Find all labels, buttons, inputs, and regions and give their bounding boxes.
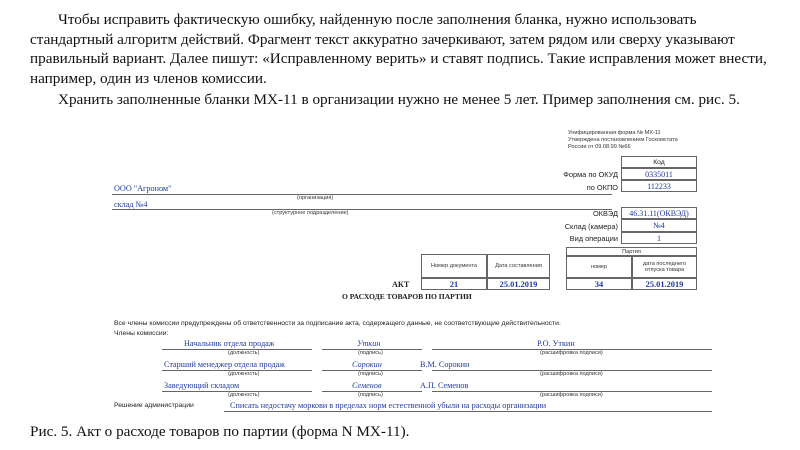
act-number: 21 bbox=[421, 278, 487, 290]
organization-underline bbox=[112, 194, 612, 195]
member-position: Старший менеджер отдела продаж bbox=[164, 360, 285, 369]
caption-signature: (подпись) bbox=[358, 392, 383, 398]
caption-name: (расшифровка подписи) bbox=[540, 350, 603, 356]
department-underline bbox=[112, 209, 612, 210]
decision-value: Списать недостачу моркови в пределах норм естественной убыли на расходы организации bbox=[230, 401, 547, 410]
caption-name: (расшифровка подписи) bbox=[540, 371, 603, 377]
member-name: Р.О. Уткин bbox=[537, 339, 575, 348]
organization-value: ООО "Агроном" bbox=[114, 184, 172, 193]
party-date-header: дата последнего отпуска товара bbox=[632, 256, 697, 278]
decision-label: Решение администрации bbox=[114, 402, 194, 409]
form-header-line-3: России от 09.08.99 №66 bbox=[568, 144, 631, 150]
okpo-value: 112233 bbox=[621, 180, 697, 192]
member-signature: Уткин bbox=[357, 339, 381, 348]
okved-value: 46.31.11(ОКВЭД) bbox=[621, 207, 697, 219]
member-name: В.М. Сорокин bbox=[420, 360, 470, 369]
department-value: склад №4 bbox=[114, 200, 148, 209]
decision-underline bbox=[224, 411, 712, 412]
department-caption: (структурное подразделение) bbox=[272, 210, 349, 216]
article-paragraph-1 bbox=[30, 10, 772, 88]
warning-text: Все члены комиссии предупреждены об ответственности за подписание акта, содержащего данные, не соответствующие действительности. bbox=[114, 320, 561, 327]
members-label: Члены комиссии: bbox=[114, 330, 169, 337]
doc-number-header: Номер документа bbox=[421, 254, 487, 278]
caption-signature: (подпись) bbox=[358, 371, 383, 377]
act-date: 25.01.2019 bbox=[487, 278, 550, 290]
member-name: А.П. Семенов bbox=[420, 381, 469, 390]
party-date: 25.01.2019 bbox=[632, 278, 697, 290]
operation-value: 1 bbox=[621, 232, 697, 244]
article-paragraph-2-text: Хранить заполненные бланки МХ-11 в организации нужно не менее 5 лет. Пример заполнения см. рис. 5. bbox=[58, 91, 740, 108]
operation-label: Вид операции bbox=[569, 234, 618, 243]
form-mx11-image bbox=[112, 128, 717, 414]
article-paragraph-2 bbox=[30, 90, 772, 110]
member-position: Заведующий складом bbox=[164, 381, 240, 390]
organization-caption: (организация) bbox=[297, 195, 334, 201]
caption-position: (должность) bbox=[228, 350, 260, 356]
member-signature: Семенов bbox=[352, 381, 382, 390]
warehouse-value: №4 bbox=[621, 219, 697, 232]
doc-date-header: Дата составления bbox=[487, 254, 550, 278]
caption-name: (расшифровка подписи) bbox=[540, 392, 603, 398]
form-header-line-2: Утверждена постановлением Госкомстата bbox=[568, 137, 678, 143]
party-number-header: номер bbox=[566, 256, 632, 278]
article-paragraph-1-text: Чтобы исправить фактическую ошибку, найденную после заполнения бланка, нужно использовать стандартный алгоритм действий. Фрагмент текст аккуратно зачеркивают, затем рядом или сверху указывают правильный вариант. Далее пишут: «Исправленному верить» и ставят подпись. Такие исправления может внести, например, один из членов комиссии. bbox=[30, 11, 767, 87]
caption-position: (должность) bbox=[228, 371, 260, 377]
act-label: АКТ bbox=[392, 280, 410, 289]
party-number: 34 bbox=[566, 278, 632, 290]
form-header-line-1: Унифицированная форма № МХ-11 bbox=[568, 130, 661, 136]
okud-label: Форма по ОКУД bbox=[563, 170, 618, 179]
act-title: О РАСХОДЕ ТОВАРОВ ПО ПАРТИИ bbox=[342, 292, 472, 301]
codes-header-cell: Код bbox=[621, 156, 697, 168]
okud-value: 0335011 bbox=[621, 168, 697, 180]
party-header: Партия bbox=[566, 247, 697, 256]
figure-caption: Рис. 5. Акт о расходе товаров по партии (форма N МХ-11). bbox=[30, 423, 410, 440]
member-position: Начальник отдела продаж bbox=[184, 339, 275, 348]
caption-position: (должность) bbox=[228, 392, 260, 398]
okved-label: ОКВЭД bbox=[592, 209, 618, 218]
warehouse-label: Склад (камера) bbox=[564, 222, 618, 231]
member-signature: Сорокин bbox=[352, 360, 382, 369]
caption-signature: (подпись) bbox=[358, 350, 383, 356]
okpo-label: по ОКПО bbox=[586, 183, 618, 192]
